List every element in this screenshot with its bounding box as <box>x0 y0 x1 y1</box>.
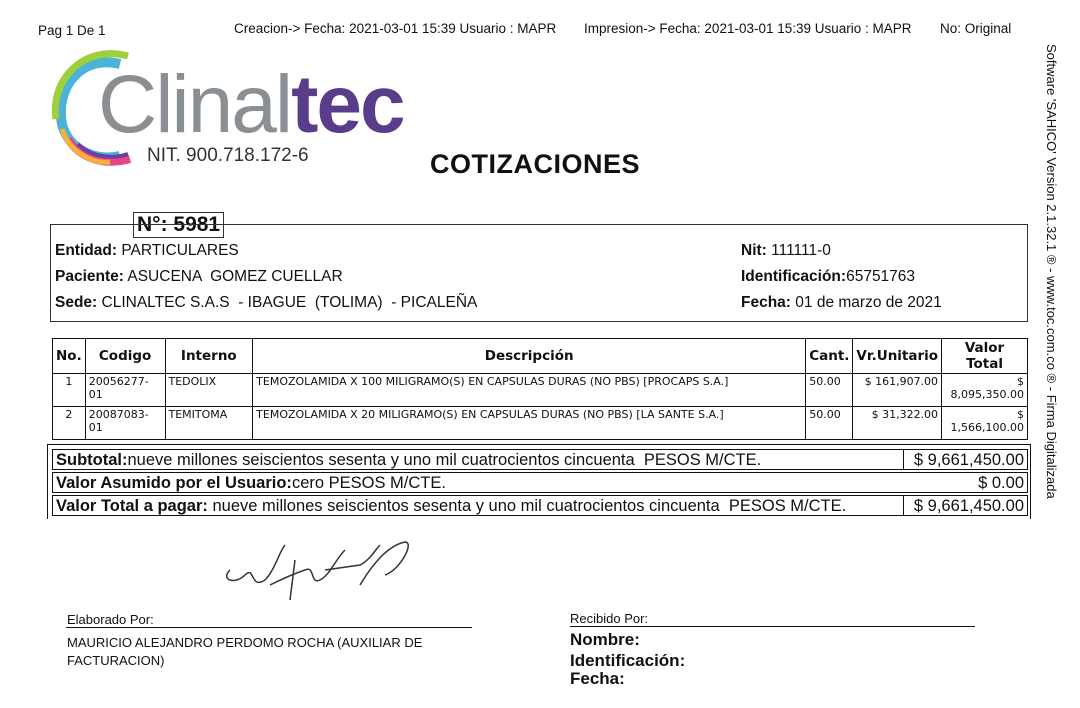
paciente-value: ASUCENA GOMEZ CUELLAR <box>127 268 343 285</box>
asumido-label: Valor Asumido por el Usuario: <box>56 474 292 492</box>
total-pagar-row <box>52 495 1028 516</box>
fecha-label: Fecha: <box>741 294 791 311</box>
nit-value: 111111-0 <box>771 242 831 259</box>
subtotal-divider <box>903 450 904 469</box>
col-header-total: Valor Total <box>942 339 1028 374</box>
fecha-value: 01 de marzo de 2021 <box>795 294 942 311</box>
nit-row <box>741 242 831 260</box>
subtotal-text: nueve millones seiscientos sesenta y uno mil cuatrocientos cincuenta PESOS M/CTE. <box>127 451 762 469</box>
total-pagar-divider <box>903 496 904 515</box>
recibido-line <box>570 626 975 627</box>
cell-total-value: 1,566,100.00 <box>950 421 1024 434</box>
table-row <box>53 374 1028 407</box>
handwritten-signature <box>210 530 430 620</box>
logo-text-part2: tec <box>291 59 404 150</box>
elaborado-label: Elaborado Por: <box>67 612 154 627</box>
col-header-descripcion: Descripción <box>253 339 806 374</box>
col-header-interno: Interno <box>165 339 253 374</box>
page-indicator: Pag 1 De 1 <box>38 23 106 38</box>
table-header-row <box>53 339 1028 374</box>
col-header-codigo: Codigo <box>85 339 165 374</box>
cell-cant: 50.00 <box>806 407 853 440</box>
total-pagar-text: nueve millones seiscientos sesenta y uno mil cuatrocientos cincuenta PESOS M/CTE. <box>207 497 847 515</box>
document-title: COTIZACIONES <box>430 149 641 179</box>
company-logo <box>50 44 404 174</box>
identificacion-row <box>741 268 915 286</box>
sede-value: CLINALTEC S.A.S - IBAGUE (TOLIMA) - PICALEÑA <box>101 294 478 311</box>
side-watermark <box>1043 44 1061 544</box>
items-table <box>52 338 1028 440</box>
recibido-identificacion-label: Identificación: <box>570 651 686 670</box>
cell-total <box>942 374 1028 407</box>
cell-cant: 50.00 <box>806 374 853 407</box>
quote-number: N°: 5981 <box>133 212 224 238</box>
paciente-row <box>55 268 343 286</box>
recibido-fecha-label: Fecha: <box>570 669 625 688</box>
nit-label: Nit: <box>741 242 767 259</box>
cell-unitario: $ 161,907.00 <box>853 374 942 407</box>
cell-interno: TEDOLIX <box>165 374 253 407</box>
identificacion-value: 65751763 <box>846 268 916 285</box>
asumido-row <box>52 472 1028 493</box>
table-row <box>53 407 1028 440</box>
side-text: Software 'SAHICO' Version 2.1.32.1 ® - www.toc.com.co ® - Firma Digitalizada <box>1044 44 1059 499</box>
cell-total-symbol: $ <box>1017 375 1024 388</box>
col-header-cant: Cant. <box>806 339 853 374</box>
print-info: Impresion-> Fecha: 2021-03-01 15:39 Usuario : MAPR <box>584 21 912 36</box>
totals-section <box>52 449 1028 519</box>
creation-info: Creacion-> Fecha: 2021-03-01 15:39 Usuario : MAPR <box>234 21 557 36</box>
company-nit: NIT. 900.718.172-6 <box>147 145 309 166</box>
entidad-value: PARTICULARES <box>121 242 239 259</box>
cell-interno: TEMITOMA <box>165 407 253 440</box>
entidad-label: Entidad: <box>55 242 117 259</box>
fecha-row <box>741 294 942 312</box>
cell-total-symbol: $ <box>1017 408 1024 421</box>
subtotal-row <box>52 449 1028 470</box>
identificacion-label: Identificación: <box>741 268 847 285</box>
asumido-text: cero PESOS M/CTE. <box>291 474 446 492</box>
total-pagar-amount: $ 9,661,450.00 <box>913 497 1024 515</box>
paciente-label: Paciente: <box>55 268 124 285</box>
col-header-unitario: Vr.Unitario <box>853 339 942 374</box>
cell-no: 2 <box>53 407 86 440</box>
elaborado-line <box>66 627 472 628</box>
entidad-row <box>55 242 239 260</box>
cell-no: 1 <box>53 374 86 407</box>
sede-row <box>55 294 477 312</box>
recibido-label: Recibido Por: <box>570 611 649 626</box>
subtotal-label: Subtotal: <box>56 451 128 469</box>
recibido-nombre-label: Nombre: <box>570 630 640 649</box>
col-header-no: No. <box>53 339 86 374</box>
asumido-amount: $ 0.00 <box>978 474 1024 492</box>
subtotal-amount: $ 9,661,450.00 <box>913 451 1024 469</box>
cell-total-value: 8,095,350.00 <box>950 388 1024 401</box>
logo-text-part1: Clinal <box>98 59 292 150</box>
cell-descripcion: TEMOZOLAMIDA X 100 MILIGRAMO(S) EN CAPSULAS DURAS (NO PBS) [PROCAPS S.A.] <box>253 374 806 407</box>
cell-codigo: 20056277-01 <box>85 374 165 407</box>
total-pagar-label: Valor Total a pagar: <box>56 497 208 515</box>
cell-codigo: 20087083-01 <box>85 407 165 440</box>
sede-label: Sede: <box>55 294 98 311</box>
cell-total <box>942 407 1028 440</box>
cell-unitario: $ 31,322.00 <box>853 407 942 440</box>
copy-indicator: No: Original <box>940 21 1012 36</box>
cell-descripcion: TEMOZOLAMIDA X 20 MILIGRAMO(S) EN CAPSULAS DURAS (NO PBS) [LA SANTE S.A.] <box>253 407 806 440</box>
elaborado-name: MAURICIO ALEJANDRO PERDOMO ROCHA (AUXILIAR DE FACTURACION) <box>67 635 423 668</box>
